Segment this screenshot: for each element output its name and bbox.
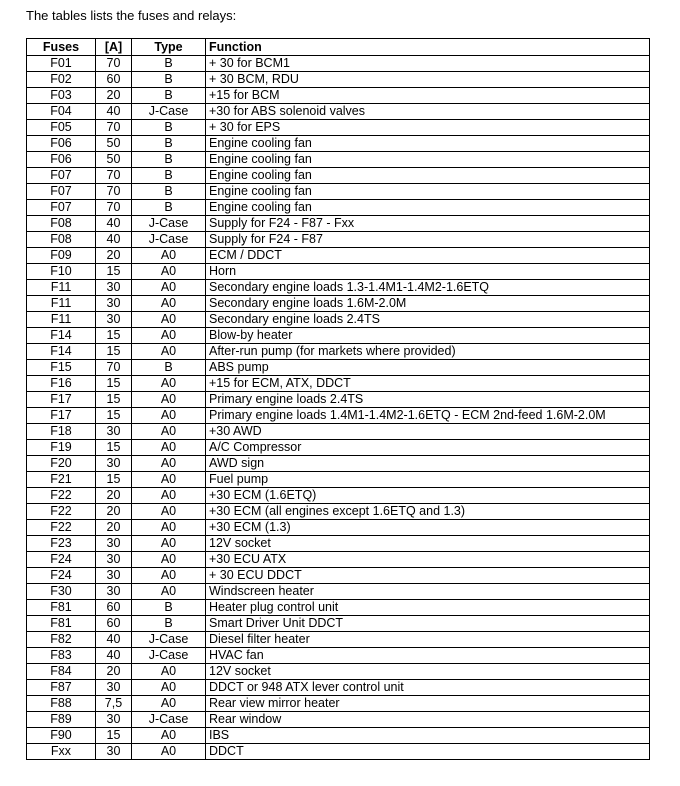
header-type: Type [132, 39, 206, 56]
function-cell: Windscreen heater [206, 584, 650, 600]
function-cell: Primary engine loads 2.4TS [206, 392, 650, 408]
amperage-cell: 30 [96, 280, 132, 296]
fuse-id-cell: F83 [27, 648, 96, 664]
fuse-type-cell: A0 [132, 696, 206, 712]
fuse-id-cell: F24 [27, 552, 96, 568]
table-row [27, 472, 650, 488]
fuse-type-cell: B [132, 600, 206, 616]
table-row [27, 520, 650, 536]
table-row [27, 136, 650, 152]
function-cell: +30 ECM (1.3) [206, 520, 650, 536]
function-cell: Heater plug control unit [206, 600, 650, 616]
fuse-id-cell: F88 [27, 696, 96, 712]
function-cell: Secondary engine loads 1.6M-2.0M [206, 296, 650, 312]
fuse-type-cell: B [132, 168, 206, 184]
amperage-cell: 20 [96, 248, 132, 264]
fuse-id-cell: F02 [27, 72, 96, 88]
amperage-cell: 7,5 [96, 696, 132, 712]
function-cell: +30 for ABS solenoid valves [206, 104, 650, 120]
fuse-type-cell: A0 [132, 424, 206, 440]
function-cell: A/C Compressor [206, 440, 650, 456]
table-body [27, 56, 650, 760]
amperage-cell: 30 [96, 296, 132, 312]
fuse-id-cell: F06 [27, 136, 96, 152]
table-row [27, 72, 650, 88]
function-cell: AWD sign [206, 456, 650, 472]
amperage-cell: 40 [96, 104, 132, 120]
fuse-id-cell: F10 [27, 264, 96, 280]
table-row [27, 488, 650, 504]
fuse-type-cell: A0 [132, 520, 206, 536]
fuse-id-cell: F07 [27, 184, 96, 200]
fuse-id-cell: F22 [27, 504, 96, 520]
function-cell: + 30 BCM, RDU [206, 72, 650, 88]
fuse-id-cell: F84 [27, 664, 96, 680]
amperage-cell: 70 [96, 56, 132, 72]
table-row [27, 728, 650, 744]
amperage-cell: 50 [96, 152, 132, 168]
amperage-cell: 70 [96, 184, 132, 200]
table-row [27, 296, 650, 312]
table-row [27, 536, 650, 552]
table-row [27, 328, 650, 344]
fuse-type-cell: B [132, 56, 206, 72]
function-cell: Blow-by heater [206, 328, 650, 344]
fuse-id-cell: F03 [27, 88, 96, 104]
fuse-type-cell: J-Case [132, 712, 206, 728]
function-cell: 12V socket [206, 664, 650, 680]
fuse-type-cell: A0 [132, 312, 206, 328]
table-row [27, 568, 650, 584]
table-row [27, 664, 650, 680]
fuse-type-cell: A0 [132, 680, 206, 696]
fuse-id-cell: F90 [27, 728, 96, 744]
fuse-type-cell: J-Case [132, 216, 206, 232]
fuse-id-cell: F06 [27, 152, 96, 168]
fuse-id-cell: F82 [27, 632, 96, 648]
amperage-cell: 60 [96, 600, 132, 616]
intro-text: The tables lists the fuses and relays: [26, 8, 237, 23]
fuse-type-cell: A0 [132, 552, 206, 568]
fuse-type-cell: A0 [132, 456, 206, 472]
fuse-type-cell: A0 [132, 568, 206, 584]
fuse-id-cell: F22 [27, 488, 96, 504]
table-row [27, 104, 650, 120]
fuse-type-cell: A0 [132, 536, 206, 552]
fuse-id-cell: F89 [27, 712, 96, 728]
fuse-id-cell: F14 [27, 344, 96, 360]
table-row [27, 56, 650, 72]
fuse-type-cell: A0 [132, 264, 206, 280]
fuse-id-cell: F21 [27, 472, 96, 488]
fuse-type-cell: B [132, 72, 206, 88]
function-cell: Engine cooling fan [206, 152, 650, 168]
function-cell: +30 AWD [206, 424, 650, 440]
function-cell: + 30 ECU DDCT [206, 568, 650, 584]
fuse-type-cell: B [132, 136, 206, 152]
function-cell: +15 for BCM [206, 88, 650, 104]
table-row [27, 88, 650, 104]
fuse-type-cell: B [132, 152, 206, 168]
fuse-id-cell: F04 [27, 104, 96, 120]
fuse-type-cell: B [132, 184, 206, 200]
table-row [27, 344, 650, 360]
function-cell: After-run pump (for markets where provided) [206, 344, 650, 360]
fuse-type-cell: A0 [132, 472, 206, 488]
table-row [27, 280, 650, 296]
fuse-type-cell: B [132, 120, 206, 136]
amperage-cell: 60 [96, 72, 132, 88]
fuse-type-cell: A0 [132, 296, 206, 312]
fuse-id-cell: F05 [27, 120, 96, 136]
table-row [27, 408, 650, 424]
fuse-type-cell: J-Case [132, 648, 206, 664]
amperage-cell: 20 [96, 88, 132, 104]
amperage-cell: 30 [96, 584, 132, 600]
fuse-type-cell: A0 [132, 744, 206, 760]
fuse-id-cell: F24 [27, 568, 96, 584]
function-cell: Supply for F24 - F87 - Fxx [206, 216, 650, 232]
amperage-cell: 15 [96, 376, 132, 392]
table-row [27, 152, 650, 168]
function-cell: +30 ECU ATX [206, 552, 650, 568]
fuse-type-cell: A0 [132, 280, 206, 296]
function-cell: +30 ECM (all engines except 1.6ETQ and 1.3) [206, 504, 650, 520]
amperage-cell: 60 [96, 616, 132, 632]
amperage-cell: 15 [96, 344, 132, 360]
table-row [27, 376, 650, 392]
fuse-id-cell: F11 [27, 280, 96, 296]
fuse-type-cell: B [132, 88, 206, 104]
fuse-id-cell: F08 [27, 232, 96, 248]
function-cell: +30 ECM (1.6ETQ) [206, 488, 650, 504]
fuse-type-cell: A0 [132, 584, 206, 600]
fuse-type-cell: J-Case [132, 104, 206, 120]
amperage-cell: 30 [96, 536, 132, 552]
fuse-id-cell: F07 [27, 168, 96, 184]
fuse-id-cell: F01 [27, 56, 96, 72]
fuse-id-cell: F22 [27, 520, 96, 536]
amperage-cell: 30 [96, 568, 132, 584]
amperage-cell: 70 [96, 168, 132, 184]
amperage-cell: 30 [96, 712, 132, 728]
table-row [27, 264, 650, 280]
table-row [27, 168, 650, 184]
amperage-cell: 30 [96, 744, 132, 760]
fuse-type-cell: B [132, 360, 206, 376]
fuse-type-cell: A0 [132, 408, 206, 424]
table-row [27, 456, 650, 472]
fuse-id-cell: F81 [27, 600, 96, 616]
function-cell: Smart Driver Unit DDCT [206, 616, 650, 632]
fuse-type-cell: A0 [132, 376, 206, 392]
fuse-type-cell: A0 [132, 728, 206, 744]
amperage-cell: 30 [96, 424, 132, 440]
table-row [27, 504, 650, 520]
fuse-id-cell: F09 [27, 248, 96, 264]
amperage-cell: 20 [96, 488, 132, 504]
function-cell: Engine cooling fan [206, 184, 650, 200]
fuse-type-cell: A0 [132, 664, 206, 680]
fuse-id-cell: F17 [27, 392, 96, 408]
table-row [27, 200, 650, 216]
function-cell: Fuel pump [206, 472, 650, 488]
amperage-cell: 15 [96, 728, 132, 744]
function-cell: + 30 for EPS [206, 120, 650, 136]
amperage-cell: 30 [96, 680, 132, 696]
function-cell: DDCT [206, 744, 650, 760]
fuse-type-cell: A0 [132, 504, 206, 520]
function-cell: Secondary engine loads 1.3-1.4M1-1.4M2-1.6ETQ [206, 280, 650, 296]
function-cell: Primary engine loads 1.4M1-1.4M2-1.6ETQ - ECM 2nd-feed 1.6M-2.0M [206, 408, 650, 424]
function-cell: ECM / DDCT [206, 248, 650, 264]
table-row [27, 392, 650, 408]
fuse-id-cell: F08 [27, 216, 96, 232]
amperage-cell: 40 [96, 648, 132, 664]
fuse-id-cell: F87 [27, 680, 96, 696]
table-row [27, 696, 650, 712]
amperage-cell: 70 [96, 120, 132, 136]
table-row [27, 712, 650, 728]
fuse-type-cell: B [132, 200, 206, 216]
table-row [27, 648, 650, 664]
amperage-cell: 70 [96, 360, 132, 376]
fuse-id-cell: F15 [27, 360, 96, 376]
function-cell: Engine cooling fan [206, 168, 650, 184]
table-row [27, 616, 650, 632]
fuse-id-cell: F11 [27, 296, 96, 312]
function-cell: Rear window [206, 712, 650, 728]
table-row [27, 552, 650, 568]
function-cell: Engine cooling fan [206, 200, 650, 216]
amperage-cell: 50 [96, 136, 132, 152]
function-cell: 12V socket [206, 536, 650, 552]
amperage-cell: 40 [96, 232, 132, 248]
amperage-cell: 15 [96, 472, 132, 488]
amperage-cell: 30 [96, 312, 132, 328]
fuse-id-cell: F81 [27, 616, 96, 632]
fuse-id-cell: F07 [27, 200, 96, 216]
table-header-row [27, 39, 650, 56]
amperage-cell: 30 [96, 456, 132, 472]
fuse-id-cell: Fxx [27, 744, 96, 760]
header-amperage: [A] [96, 39, 132, 56]
fuse-id-cell: F30 [27, 584, 96, 600]
fuse-id-cell: F17 [27, 408, 96, 424]
fuse-type-cell: A0 [132, 440, 206, 456]
function-cell: ABS pump [206, 360, 650, 376]
header-fuses: Fuses [27, 39, 96, 56]
fuse-type-cell: B [132, 616, 206, 632]
function-cell: DDCT or 948 ATX lever control unit [206, 680, 650, 696]
fuse-id-cell: F16 [27, 376, 96, 392]
fuse-relay-table [26, 38, 650, 760]
fuse-type-cell: A0 [132, 488, 206, 504]
table-row [27, 232, 650, 248]
fuse-id-cell: F19 [27, 440, 96, 456]
function-cell: Supply for F24 - F87 [206, 232, 650, 248]
amperage-cell: 15 [96, 408, 132, 424]
amperage-cell: 20 [96, 520, 132, 536]
table-row [27, 600, 650, 616]
amperage-cell: 20 [96, 664, 132, 680]
function-cell: Horn [206, 264, 650, 280]
function-cell: Diesel filter heater [206, 632, 650, 648]
function-cell: Secondary engine loads 2.4TS [206, 312, 650, 328]
function-cell: +15 for ECM, ATX, DDCT [206, 376, 650, 392]
table-row [27, 584, 650, 600]
fuse-type-cell: A0 [132, 392, 206, 408]
amperage-cell: 30 [96, 552, 132, 568]
fuse-type-cell: A0 [132, 344, 206, 360]
fuse-type-cell: A0 [132, 328, 206, 344]
amperage-cell: 40 [96, 632, 132, 648]
fuse-type-cell: J-Case [132, 232, 206, 248]
fuse-id-cell: F14 [27, 328, 96, 344]
function-cell: + 30 for BCM1 [206, 56, 650, 72]
amperage-cell: 40 [96, 216, 132, 232]
fuse-id-cell: F20 [27, 456, 96, 472]
amperage-cell: 70 [96, 200, 132, 216]
table-row [27, 312, 650, 328]
table-row [27, 440, 650, 456]
table-row [27, 632, 650, 648]
amperage-cell: 15 [96, 392, 132, 408]
fuse-id-cell: F23 [27, 536, 96, 552]
amperage-cell: 15 [96, 328, 132, 344]
table-row [27, 424, 650, 440]
function-cell: Rear view mirror heater [206, 696, 650, 712]
table-row [27, 680, 650, 696]
function-cell: Engine cooling fan [206, 136, 650, 152]
table-row [27, 120, 650, 136]
fuse-id-cell: F11 [27, 312, 96, 328]
function-cell: IBS [206, 728, 650, 744]
amperage-cell: 15 [96, 264, 132, 280]
amperage-cell: 15 [96, 440, 132, 456]
fuse-type-cell: J-Case [132, 632, 206, 648]
table-row [27, 248, 650, 264]
table-row [27, 360, 650, 376]
function-cell: HVAC fan [206, 648, 650, 664]
table-row [27, 216, 650, 232]
table-row [27, 184, 650, 200]
fuse-id-cell: F18 [27, 424, 96, 440]
fuse-type-cell: A0 [132, 248, 206, 264]
header-function: Function [206, 39, 650, 56]
table-row [27, 744, 650, 760]
amperage-cell: 20 [96, 504, 132, 520]
